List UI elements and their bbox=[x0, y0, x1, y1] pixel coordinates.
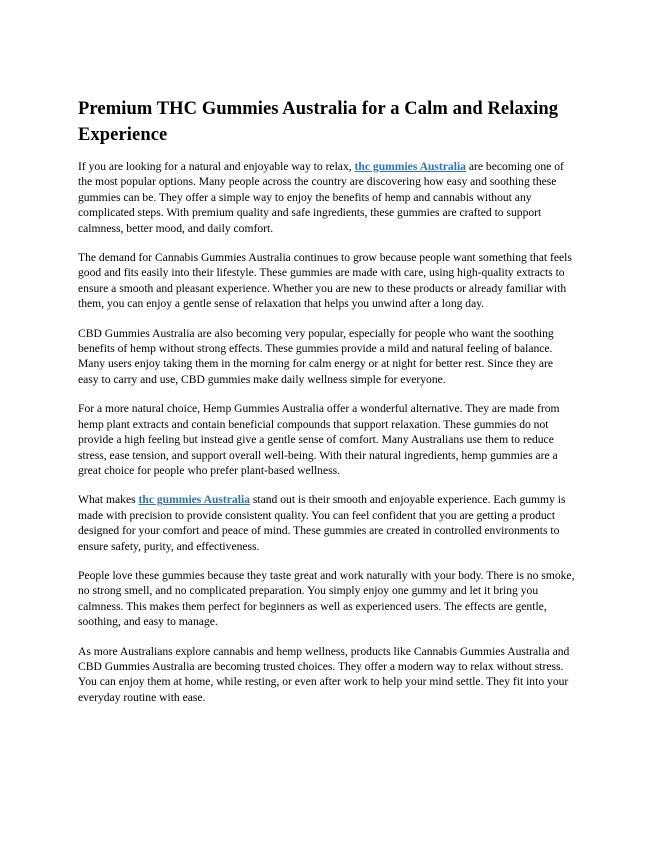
paragraph-quality bbox=[78, 492, 576, 554]
paragraph-text: CBD Gummies Australia are also becoming very popular, especially for people who want the soothing benefits of hemp without strong effects. These gummies provide a mild and natural feeling of balance. Many users enjoy taking them in the morning for calm energy or at night for better rest. Since they are easy to carry and use, CBD gummies make daily wellness simple for everyone. bbox=[78, 326, 554, 386]
paragraph-hemp-gummies bbox=[78, 401, 576, 478]
paragraph-text: If you are looking for a natural and enjoyable way to relax, bbox=[78, 160, 355, 173]
paragraph-text: For a more natural choice, Hemp Gummies Australia offer a wonderful alternative. They are made from hemp plant extracts and contain beneficial compounds that support relaxation. These gummies do not provide a high feeling but instead give a gentle sense of comfort. Many Australians use them to reduce stress, ease tension, and support overall well-being. With their natural ingredients, hemp gummies are a great choice for people who prefer plant-based wellness. bbox=[78, 402, 560, 477]
paragraph-text: As more Australians explore cannabis and hemp wellness, products like Cannabis Gummies Australia and CBD Gummies Australia are becoming trusted choices. They offer a modern way to relax without stress. You can enjoy them at home, while resting, or even after work to help your mind settle. They fit into your everyday routine with ease. bbox=[78, 644, 570, 704]
document-title: Premium THC Gummies Australia for a Calm and Relaxing Experience bbox=[78, 99, 559, 145]
paragraph-text: People love these gummies because they taste great and work naturally with your body. There is no smoke, no strong smell, and no complicated preparation. You simply enjoy one gummy and let it bring you calmness. This makes them perfect for beginners as well as experienced users. The effects are gentle, soothing, and easy to manage. bbox=[78, 568, 575, 629]
paragraph-conclusion bbox=[78, 644, 576, 706]
paragraph-text: The demand for Cannabis Gummies Australia continues to grow because people want something that feels good and fits easily into their lifestyle. These gummies are made with care, using high-quality extracts to ensure a smooth and pleasant experience. Whether you are new to these products or already familiar with them, you can enjoy a gentle sense of relaxation that helps you unwind after a long day. bbox=[78, 251, 572, 311]
paragraph-cannabis-gummies bbox=[78, 250, 576, 312]
thc-gummies-australia-link[interactable]: thc gummies Australia bbox=[138, 493, 250, 507]
thc-gummies-australia-link[interactable]: thc gummies Australia bbox=[354, 160, 466, 173]
paragraph-intro bbox=[78, 159, 576, 236]
paragraph-text: are becoming one of the most popular options. Many people across the country are discovering how easy and soothing these gummies can be. They offer a simple way to enjoy the benefits of hemp and cannabis without any complicated steps. With premium quality and safe ingredients, these gummies are crafted to support calmness, better mood, and daily comfort. bbox=[78, 160, 564, 235]
paragraph-cbd-gummies bbox=[78, 326, 576, 388]
paragraph-text: stand out is their smooth and enjoyable experience. Each gummy is made with precision to provide consistent quality. You can feel confident that you are getting a product designed for your comfort and peace of mind. These gummies are created in controlled environments to ensure safety, purity, and effectiveness. bbox=[78, 493, 566, 553]
paragraph-text: What makes bbox=[78, 493, 139, 507]
paragraph-benefits bbox=[78, 568, 576, 630]
